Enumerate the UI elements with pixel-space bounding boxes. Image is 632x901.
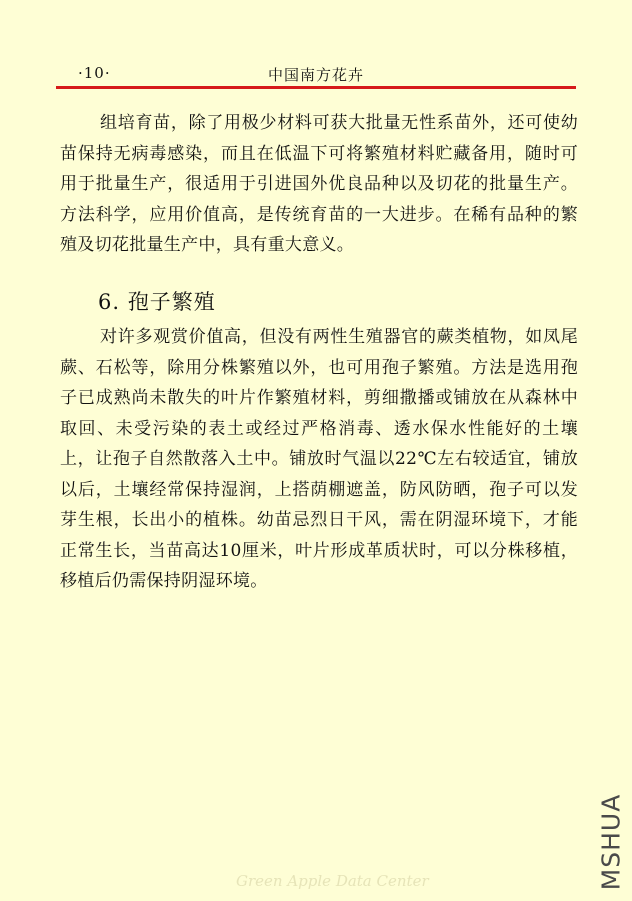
side-mark: MSHUA <box>596 793 626 891</box>
book-title: 中国南方花卉 <box>268 66 365 84</box>
watermark: Green Apple Data Center <box>236 872 429 890</box>
paragraph-tissue-culture: 组培育苗，除了用极少材料可获大批量无性系苗外，还可使幼苗保持无病毒感染，而且在低温下可将繁殖材料贮藏备用，随时可用于批量生产，很适用于引进国外优良品种以及切花的批量生产。方法科学，应用价值高，是传统育苗的一大进步。在稀有品种的繁殖及切花批量生产中，具有重大意义。 <box>60 113 578 255</box>
running-header <box>56 64 576 86</box>
page-number: ·10· <box>78 64 111 82</box>
section-heading: 6. 孢子繁殖 <box>98 290 216 314</box>
header-rule <box>56 86 576 89</box>
paragraph-spore-propagation: 对许多观赏价值高，但没有两性生殖器官的蕨类植物，如凤尾蕨、石松等，除用分株繁殖以外，也可用孢子繁殖。方法是选用孢子已成熟尚未散失的叶片作繁殖材料，剪细撒播或铺放在从森林中取回、未受污染的表土或经过严格消毒、透水保水性能好的土壤上，让孢子自然散落入土中。铺放时气温以22℃左右较适宜，铺放以后，土壤经常保持湿润，上搭荫棚遮盖，防风防晒，孢子可以发芽生根，长出小的植株。幼苗忌烈日干风，需在阴湿环境下，才能正常生长，当苗高达10厘米，叶片形成革质状时，可以分株移植，移植后仍需保持阴湿环境。 <box>60 327 578 591</box>
